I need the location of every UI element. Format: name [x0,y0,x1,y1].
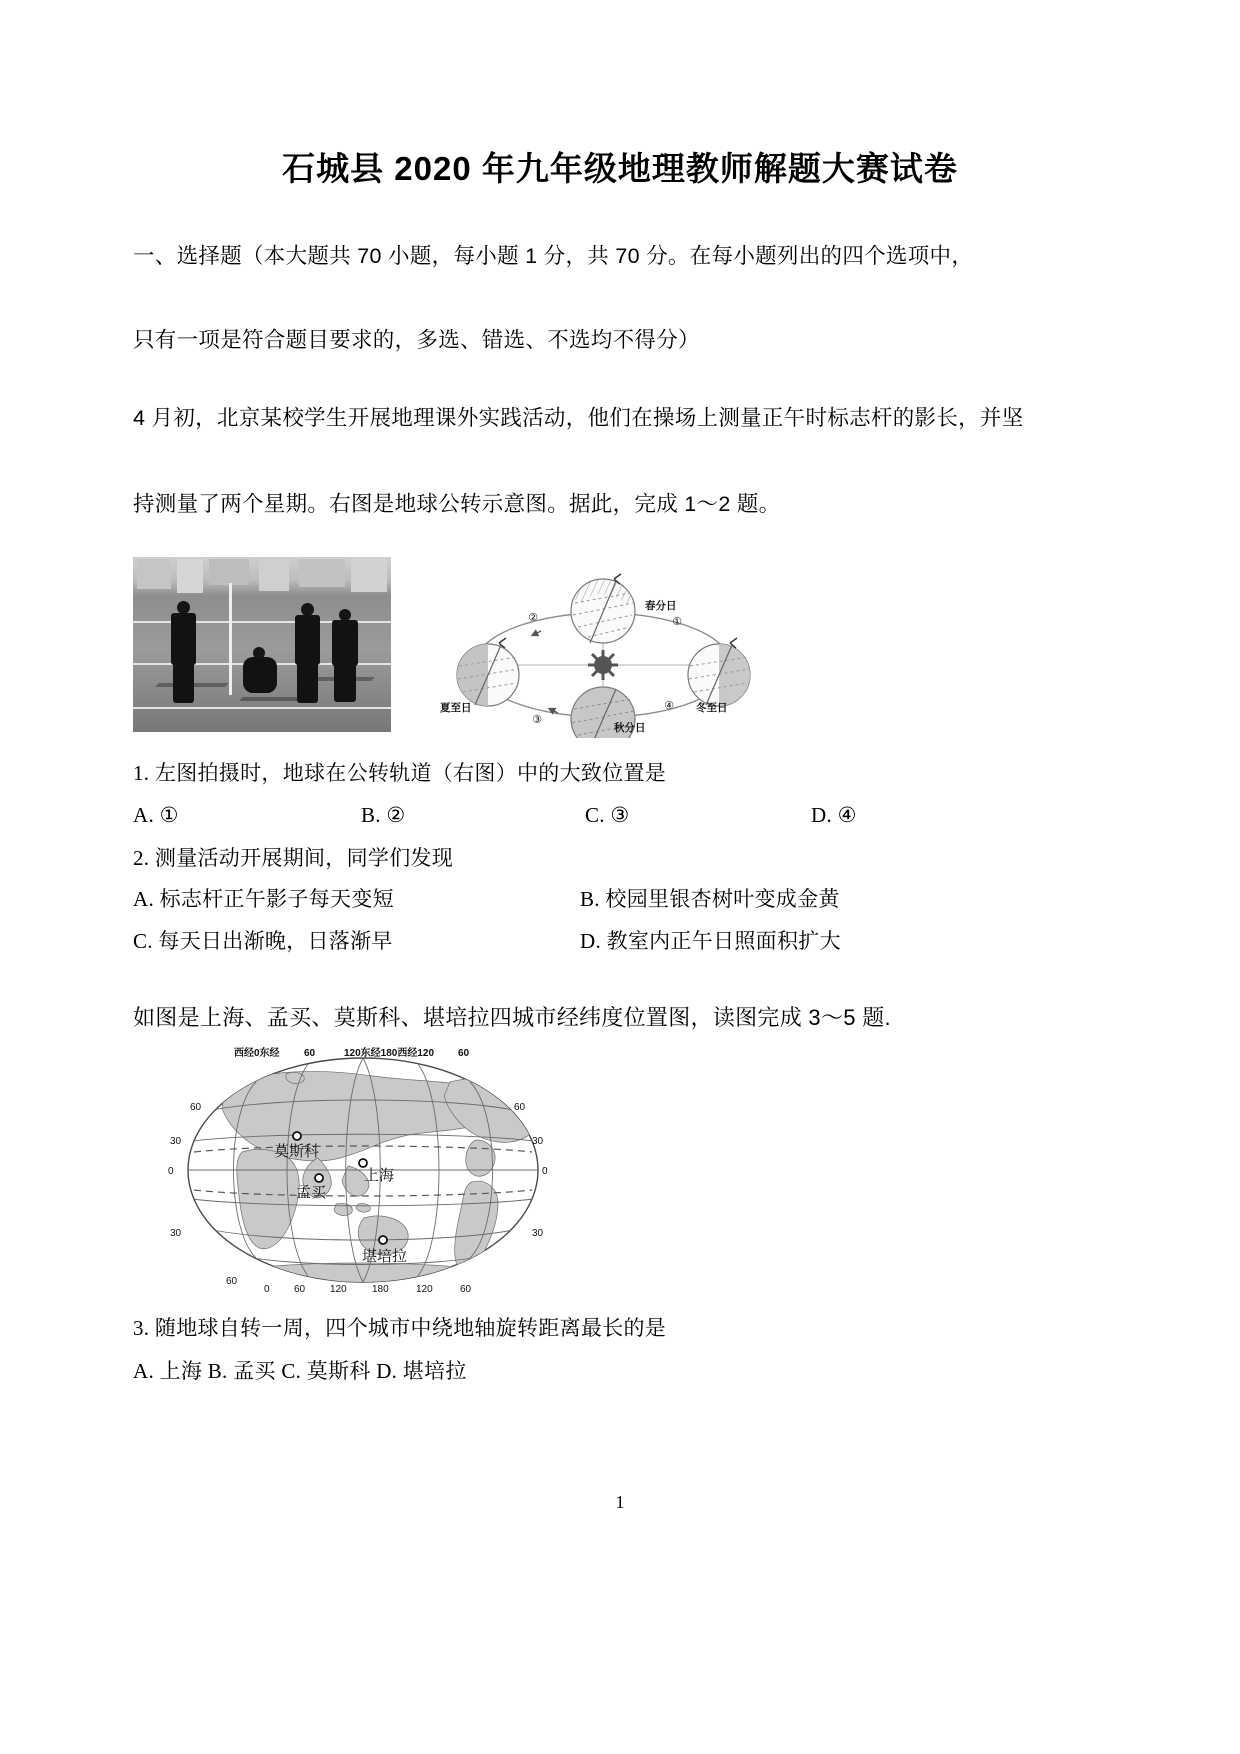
map-top-label-120-east-180-west: 120东经180西经120 [344,1048,435,1059]
map-bottom-label-60b: 60 [460,1284,472,1295]
question-1-option-d[interactable]: D. ④ [811,803,857,827]
students-measuring-shadow-photo [133,557,391,732]
map-bottom-label-60: 60 [294,1284,306,1295]
summer-solstice-label: 夏至日 [440,702,472,714]
map-bottom-label-120b: 120 [416,1284,433,1295]
question-1-option-a[interactable]: A. ① [133,803,179,827]
city-marker-canberra [379,1236,387,1244]
photo-person-1-body [171,613,196,665]
map-lat-right-60: 60 [514,1102,526,1113]
city-label-canberra: 堪培拉 [362,1249,408,1265]
question-3-option-b[interactable]: B. 孟买 [207,1359,276,1383]
city-label-moscow: 莫斯科 [274,1144,320,1160]
world-map-figure [168,1040,558,1295]
map-bottom-label-120: 120 [330,1284,347,1295]
sun-symbol [588,650,618,680]
photo-building-4 [259,559,289,591]
photo-building-2 [177,559,203,593]
city-marker-shanghai [359,1159,367,1167]
question-3-option-a[interactable]: A. 上海 [133,1359,203,1383]
map-lat-bottom-left-60: 60 [226,1276,238,1287]
map-bottom-label-0: 0 [264,1284,270,1295]
city-label-shanghai: 上海 [364,1168,395,1184]
map-lat-right-30: 30 [532,1136,544,1147]
question-3-options [133,1358,1108,1385]
question-2-option-c[interactable]: C. 每天日出渐晚，日落渐早 [133,929,393,953]
question-2-text: 2. 测量活动开展期间，同学们发现 [133,846,454,870]
marker-4-label: ④ [664,699,674,712]
figure-row-1 [133,553,1108,738]
marker-3-label: ③ [532,713,542,726]
map-top-label-west-0: 西经0东经 [234,1048,280,1059]
city-marker-moscow [293,1132,301,1140]
question-1-text: 1. 左图拍摄时，地球在公转轨道（右图）中的大致位置是 [133,761,667,785]
page-title: 石城县 2020 年九年级地理教师解题大赛试卷 [282,150,958,187]
marker-1-label: ① [672,615,682,628]
stem-1-line-1: 4 月初，北京某校学生开展地理课外实践活动，他们在操场上测量正午时标志杆的影长，并坚 [133,406,1024,430]
spring-equinox-label: 春分日 [645,600,677,612]
question-3-text: 3. 随地球自转一周，四个城市中绕地轴旋转距离最长的是 [133,1316,667,1340]
instructions-line-1: 一、选择题（本大题共 70 小题，每小题 1 分，共 70 分。在每小题列出的四个选项中， [133,244,974,268]
map-lat-left-30b: 30 [170,1228,182,1239]
question-3-option-c[interactable]: C. 莫斯科 [281,1359,371,1383]
map-lat-left-30: 30 [170,1136,182,1147]
map-lat-right-30b: 30 [532,1228,544,1239]
photo-building-5 [299,559,345,587]
map-top-label-60-right: 60 [458,1048,470,1059]
city-label-mumbai: 孟买 [296,1185,327,1201]
earth-winter-solstice [688,638,750,706]
question-3-option-d[interactable]: D. 堪培拉 [376,1359,467,1383]
photo-building-3 [209,559,249,585]
instructions-line-2: 只有一项是符合题目要求的，多选、错选、不选均不得分） [133,328,700,352]
photo-building-6 [351,559,387,592]
question-2-option-a[interactable]: A. 标志杆正午影子每天变短 [133,887,394,911]
autumn-equinox-label: 秋分日 [614,722,646,734]
map-lat-left-0: 0 [168,1166,174,1177]
city-marker-mumbai [315,1174,323,1182]
map-bottom-label-180: 180 [372,1284,389,1295]
photo-person-3-body [295,615,320,665]
map-top-label-60: 60 [304,1048,316,1059]
question-1-option-c[interactable]: C. ③ [585,803,630,827]
photo-person-2-body [243,657,277,693]
question-2-option-b[interactable]: B. 校园里银杏树叶变成金黄 [580,887,840,911]
photo-measuring-pole [229,583,232,695]
earth-revolution-diagram [438,553,768,738]
photo-person-1-legs [173,663,194,703]
page-number: 1 [615,1492,625,1512]
winter-solstice-label: 冬至日 [696,702,728,714]
marker-2-label: ② [528,611,538,624]
stem-1-line-2: 持测量了两个星期。右图是地球公转示意图。据此，完成 1～2 题。 [133,492,781,516]
photo-person-3-legs [297,663,318,703]
map-lat-left-60: 60 [190,1102,202,1113]
earth-spring-equinox [571,574,635,643]
photo-court-line-3 [133,707,391,709]
question-2-option-d[interactable]: D. 教室内正午日照面积扩大 [580,929,841,953]
photo-person-4-body [332,620,358,666]
photo-person-4-legs [334,664,356,702]
photo-building-1 [137,559,171,589]
stem-2-line-1: 如图是上海、孟买、莫斯科、堪培拉四城市经纬度位置图，读图完成 3～5 题. [133,1005,891,1030]
map-lat-right-0: 0 [542,1166,548,1177]
question-1-option-b[interactable]: B. ② [361,803,406,827]
earth-summer-solstice [457,638,519,706]
